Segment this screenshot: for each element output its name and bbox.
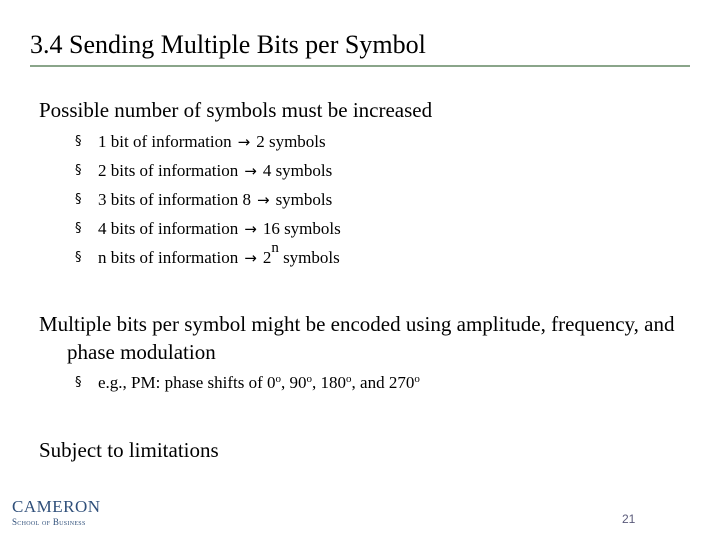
logo-subtitle: School of Business — [12, 517, 86, 527]
degree-mark: o — [275, 373, 282, 385]
arrow-right-icon: → — [256, 191, 270, 209]
bullet-text: 3 bits of information 8 — [98, 190, 251, 209]
list-item — [75, 156, 341, 185]
degree-mark: o — [346, 373, 352, 385]
arrow-right-icon: → — [244, 249, 257, 267]
arrow-right-icon: → — [244, 162, 257, 180]
degree-mark: o — [306, 373, 313, 385]
example-text: , 180 — [312, 373, 347, 392]
example-text: , and 270 — [351, 373, 415, 392]
slide-title: 3.4 Sending Multiple Bits per Symbol — [30, 30, 426, 59]
cameron-logo — [12, 498, 100, 530]
list-item — [75, 240, 341, 272]
bullet-text: symbols — [275, 190, 333, 209]
example-text: e.g., PM: phase shifts of 0 — [98, 373, 276, 392]
page-number: 21 — [622, 512, 636, 526]
degree-mark: o — [414, 373, 420, 385]
bullet-text: 16 symbols — [262, 219, 341, 238]
section-heading-encoding: Multiple bits per symbol might be encoded using amplitude, frequency, and phase modulation — [39, 312, 675, 364]
bullet-text: 4 bits of information — [98, 219, 239, 238]
example-text: , 90 — [281, 373, 307, 392]
symbols-bullet-list — [75, 127, 341, 272]
power-base: 2 — [262, 248, 272, 267]
power-exponent: n — [271, 240, 279, 256]
bullet-text: 2 symbols — [256, 132, 326, 151]
title-divider — [30, 65, 690, 67]
list-item — [75, 127, 341, 156]
bullet-text: 1 bit of information — [98, 132, 232, 151]
bullet-icon: § — [75, 221, 82, 236]
bullet-icon: § — [75, 375, 82, 390]
bullet-icon: § — [75, 192, 82, 207]
example-bullet-list — [75, 368, 420, 397]
section-heading-symbols: Possible number of symbols must be increased — [39, 98, 433, 122]
bullet-text: 4 symbols — [262, 161, 333, 180]
bullet-icon: § — [75, 163, 82, 178]
list-item — [75, 185, 341, 214]
bullet-text: n bits of information — [98, 248, 239, 267]
logo-wordmark: CAMERON — [12, 497, 101, 516]
arrow-right-icon: → — [237, 133, 251, 151]
bullet-icon: § — [75, 250, 82, 265]
section-heading-limitations: Subject to limitations — [39, 438, 219, 462]
arrow-right-icon: → — [244, 220, 257, 238]
bullet-icon: § — [75, 134, 82, 149]
bullet-text: 2 bits of information — [98, 161, 239, 180]
bullet-text: symbols — [283, 248, 340, 267]
list-item — [75, 368, 420, 397]
list-item — [75, 214, 341, 243]
